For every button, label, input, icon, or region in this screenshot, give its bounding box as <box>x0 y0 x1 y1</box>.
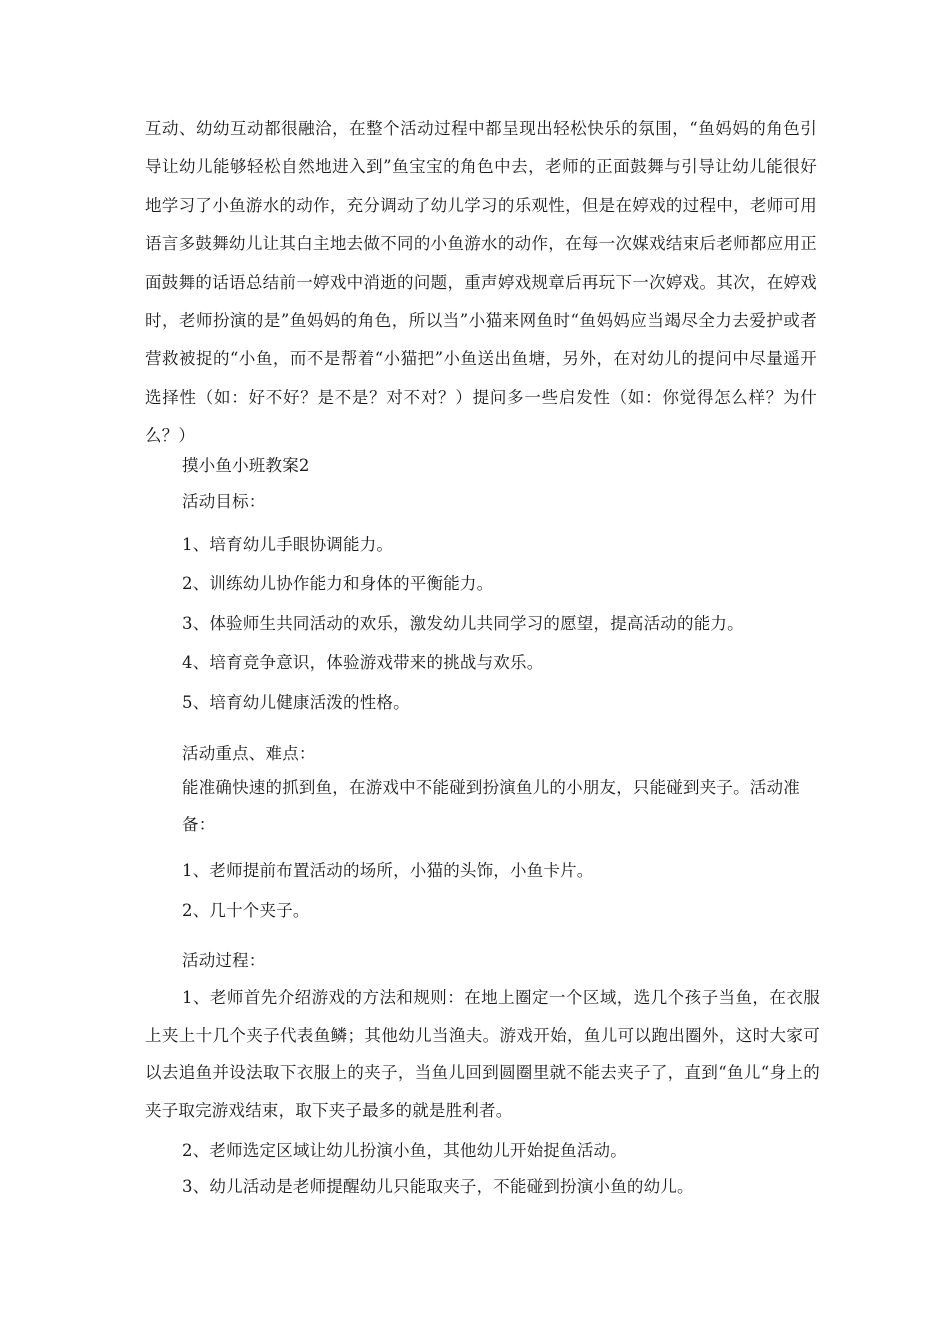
goals-heading: 活动目标： <box>182 492 266 511</box>
process-step: 3、幼儿活动是老师提醒幼儿只能取夹子，不能碰到扮演小鱼的幼儿。 <box>182 1177 694 1196</box>
goal-item: 4、培育竞争意识，体验游戏带来的挑战与欢乐。 <box>182 653 544 672</box>
goal-item: 3、体验师生共同活动的欢乐，激发幼儿共同学习的愿望，提高活动的能力。 <box>182 614 744 633</box>
process-step: 2、老师选定区域让幼儿扮演小鱼，其他幼儿开始捉鱼活动。 <box>182 1141 627 1160</box>
process-heading: 活动过程： <box>182 951 266 970</box>
goal-item: 2、训练幼儿协作能力和身体的平衡能力。 <box>182 574 494 593</box>
process-step: 1、老师首先介绍游戏的方法和规则：在地上圈定一个区域，选几个孩子当鱼，在衣服上夹上十几个夹子代表鱼鳞；其他幼儿当渔夫。游戏开始，鱼儿可以跑出圈外，这时大家可以去追鱼并设法取下衣服上的夹子，当鱼儿回到圆圈里就不能去夹子了，直到“鱼儿“身上的夹子取完游戏结束，取下夹子最多的就是胜利者。 <box>145 988 820 1120</box>
lesson-title: 摸小鱼小班教案2 <box>182 456 310 475</box>
preparation-item: 2、几十个夹子。 <box>182 901 310 920</box>
preparation-item: 1、老师提前布置活动的场所，小猫的头饰，小鱼卡片。 <box>182 861 594 880</box>
key-points-text: 能准确快速的抓到鱼，在游戏中不能碰到扮演鱼儿的小朋友，只能碰到夹子。活动准备： <box>182 778 800 834</box>
intro-paragraph: 互动、幼幼互动都很融洽，在整个活动过程中都呈现出轻松快乐的氛围，“鱼妈妈的角色引导让幼儿能够轻松自然地进入到”鱼宝宝的角色中去，老师的正面鼓舞与引导让幼儿能很好地学习了小鱼游水的动作，充分调动了幼儿学习的乐观性，但是在婷戏的过程中，老师可用语言多鼓舞幼儿让其白主地去做不同的小鱼游水的动作，在每一次媒戏结束后老师都应用正面鼓舞的话语总结前一婷戏中消逝的问题，重声婷戏规章后再玩下一次婷戏。其次，在婷戏时，老师扮演的是”鱼妈妈的角色，所以当”小猫来网鱼时“鱼妈妈应当竭尽全力去爱护或者营救被捉的“小鱼，而不是帮着“小猫把”小鱼送出鱼塘，另外，在对幼儿的提问中尽量遥开选择性（如：好不好？是不是？对不对？）提问多一些启发性（如：你觉得怎么样？为什么？） <box>145 119 817 446</box>
goal-item: 5、培育幼儿健康活泼的性格。 <box>182 693 410 712</box>
goal-item: 1、培育幼儿手眼协调能力。 <box>182 535 394 554</box>
key-points-heading: 活动重点、难点： <box>182 744 316 763</box>
